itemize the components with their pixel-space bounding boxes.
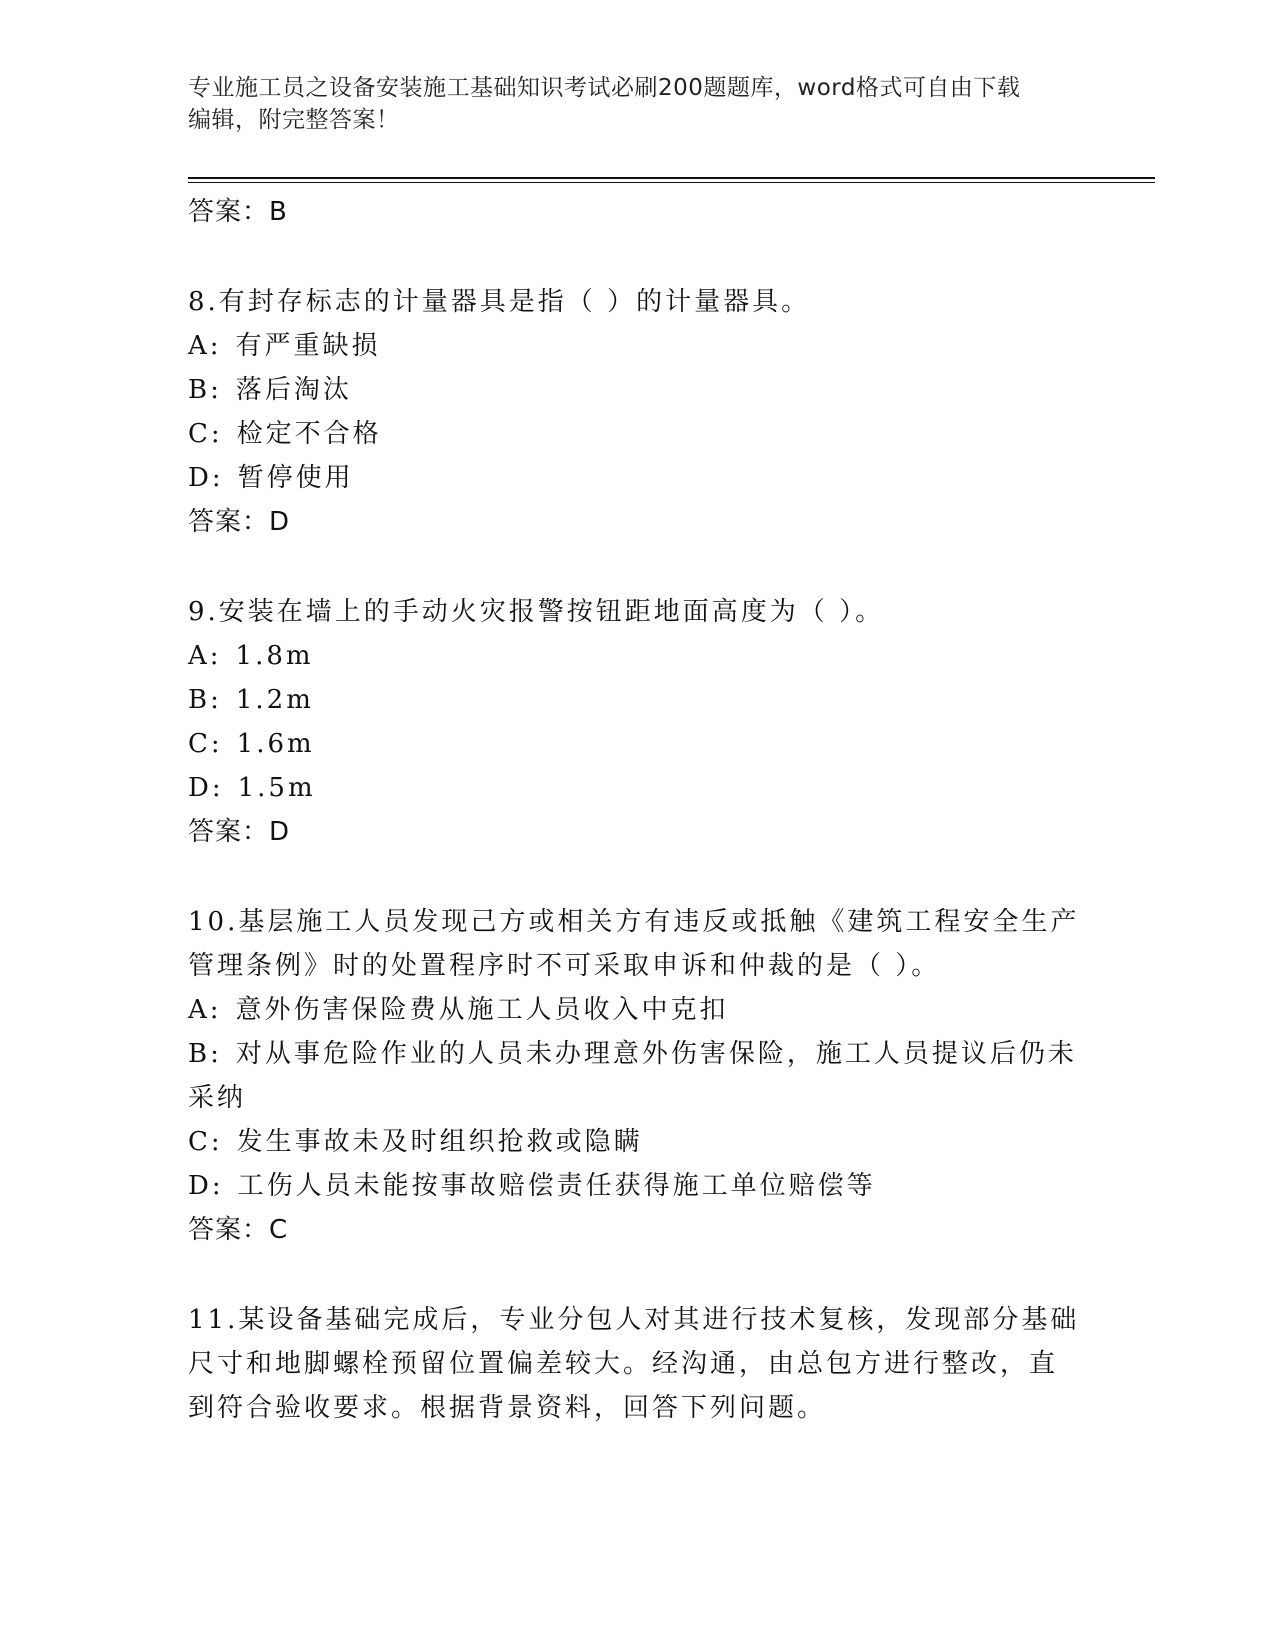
question-text-line-3: 到符合验收要求。根据背景资料，回答下列问题。 [188,1393,827,1423]
header-line-1: 专业施工员之设备安装施工基础知识考试必刷200题题库，word格式可自由下载 [188,75,1021,101]
answer-line: 答案：D [188,817,291,847]
question-text: 8.有封存标志的计量器具是指（ ）的计量器具。 [188,287,811,317]
option-c: C: 检定不合格 [188,419,382,449]
header-line-2: 编辑，附完整答案！ [188,107,400,133]
question-10 [188,900,1088,1252]
question-9 [188,590,1088,854]
question-text-line-1: 11.某设备基础完成后，专业分包人对其进行技术复核，发现部分基础 [188,1305,1080,1335]
question-8 [188,280,1088,544]
question-11 [188,1298,1088,1430]
question-text: 9.安装在墙上的手动火灾报警按钮距地面高度为（ ）。 [188,597,885,627]
question-text-line-2: 管理条例》时的处置程序时不可采取申诉和仲裁的是（ ）。 [188,951,941,981]
option-b: B: 1.2m [188,685,314,715]
option-b-continued: 采纳 [188,1083,247,1113]
option-b: B: 落后淘汰 [188,375,352,405]
question-text-line-1: 10.基层施工人员发现己方或相关方有违反或抵触《建筑工程安全生产 [188,907,1080,937]
option-b: B: 对从事危险作业的人员未办理意外伤害保险，施工人员提议后仍未 [188,1039,1077,1069]
option-d: D: 暂停使用 [188,463,354,493]
option-a: A: 意外伤害保险费从施工人员收入中克扣 [188,995,729,1025]
header-divider-thick [188,177,1155,179]
option-d: D: 工伤人员未能按事故赔偿责任获得施工单位赔偿等 [188,1171,876,1201]
header-divider-thin [188,182,1155,183]
answer-line: 答案：D [188,507,291,537]
option-d: D: 1.5m [188,773,316,803]
answer-line: 答案：B [188,197,288,227]
question-list [188,190,1088,1430]
document-header [188,72,1088,136]
option-a: A: 1.8m [188,641,314,671]
question-text-line-2: 尺寸和地脚螺栓预留位置偏差较大。经沟通，由总包方进行整改，直 [188,1349,1059,1379]
answer-line: 答案：C [188,1215,289,1245]
option-a: A: 有严重缺损 [188,331,381,361]
option-c: C: 1.6m [188,729,315,759]
option-c: C: 发生事故未及时组织抢救或隐瞒 [188,1127,643,1157]
